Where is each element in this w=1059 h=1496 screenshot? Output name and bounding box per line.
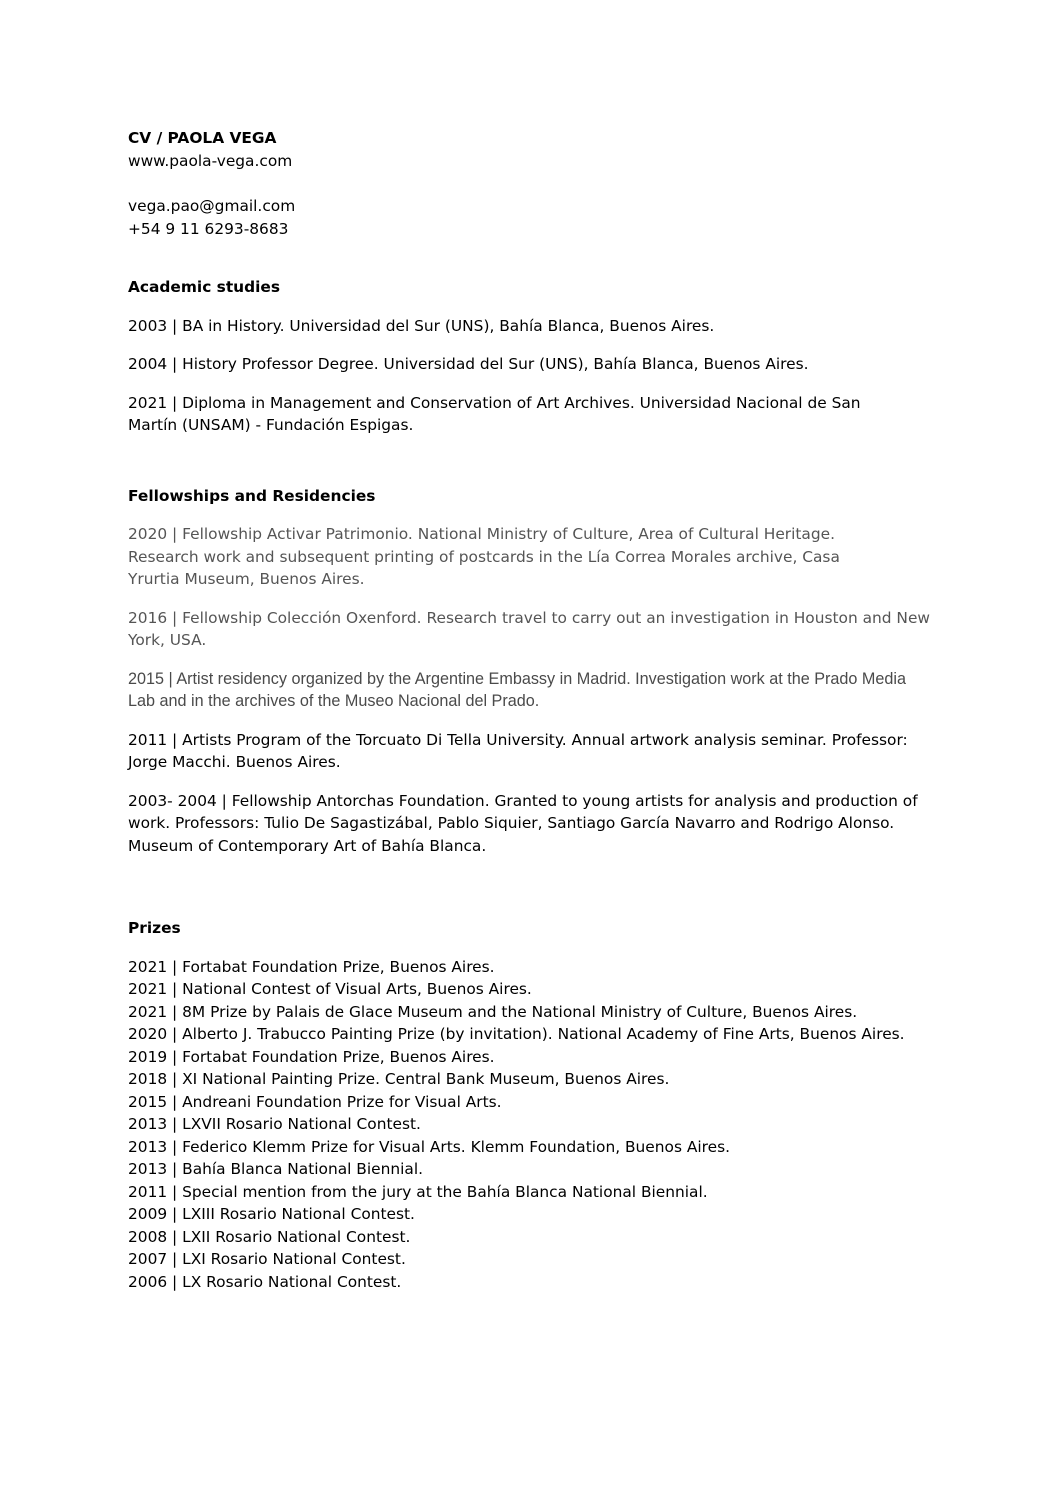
prize-item: 2019 | Fortabat Foundation Prize, Buenos Aires. <box>128 1047 495 1066</box>
prize-item: 2006 | LX Rosario National Contest. <box>128 1272 402 1291</box>
prizes-heading: Prizes <box>128 919 181 937</box>
fellowship-item: 2011 | Artists Program of the Torcuato Di Tella University. Annual artwork analysis seminar. Professor: Jorge Macchi. Buenos Aires. <box>128 730 908 771</box>
prizes-list <box>128 956 948 1294</box>
prize-item: 2020 | Alberto J. Trabucco Painting Prize (by invitation). National Academy of Fine Arts, Buenos Aires. <box>128 1025 905 1043</box>
prize-item: 2013 | LXVII Rosario National Contest. <box>128 1115 421 1133</box>
prize-item: 2021 | National Contest of Visual Arts, Buenos Aires. <box>128 980 532 998</box>
prize-item: 2018 | XI National Painting Prize. Central Bank Museum, Buenos Aires. <box>128 1070 670 1088</box>
prize-item: 2015 | Andreani Foundation Prize for Visual Arts. <box>128 1092 502 1111</box>
cv-title: CV / PAOLA VEGA <box>128 129 277 147</box>
prize-item: 2013 | Bahía Blanca National Biennial. <box>128 1160 423 1178</box>
prize-item: 2007 | LXI Rosario National Contest. <box>128 1250 406 1268</box>
academic-heading: Academic studies <box>128 278 281 296</box>
prize-item: 2021 | Fortabat Foundation Prize, Buenos Aires. <box>128 957 495 976</box>
cv-document <box>128 127 948 1293</box>
prize-item: 2009 | LXIII Rosario National Contest. <box>128 1205 415 1223</box>
academic-item: 2021 | Diploma in Management and Conservation of Art Archives. Universidad Nacional de San Martín (UNSAM) - Fundación Espigas. <box>128 393 861 434</box>
academic-item: 2004 | History Professor Degree. Universidad del Sur (UNS), Bahía Blanca, Buenos Aires. <box>128 355 809 373</box>
prize-item: 2013 | Federico Klemm Prize for Visual Arts. Klemm Foundation, Buenos Aires. <box>128 1137 731 1156</box>
fellowship-item: 2015 | Artist residency organized by the Argentine Embassy in Madrid. Investigation work at the Prado Media Lab and in the archives of the Museo Nacional del Prado. <box>128 669 907 710</box>
academic-item: 2003 | BA in History. Universidad del Sur (UNS), Bahía Blanca, Buenos Aires. <box>128 316 715 335</box>
prize-item: 2011 | Special mention from the jury at the Bahía Blanca National Biennial. <box>128 1182 708 1201</box>
phone-number: +54 9 11 6293-8683 <box>128 219 289 238</box>
fellowships-heading: Fellowships and Residencies <box>128 486 376 505</box>
email-link[interactable]: vega.pao@gmail.com <box>128 197 296 215</box>
fellowship-item: 2016 | Fellowship Colección Oxenford. Research travel to carry out an investigation in Houston and New York, USA. <box>128 608 931 649</box>
website-link[interactable]: www.paola-vega.com <box>128 151 293 170</box>
prize-item: 2008 | LXII Rosario National Contest. <box>128 1227 411 1246</box>
fellowship-item: 2003- 2004 | Fellowship Antorchas Foundation. Granted to young artists for analysis and production of work. Professors: Tulio De Sagastizábal, Pablo Siquier, Santiago García Navarro and Rodrigo Alonso. Museum of Contemporary Art of Bahía Blanca. <box>128 791 918 855</box>
fellowship-item: 2020 | Fellowship Activar Patrimonio. National Ministry of Culture, Area of Cultural Heritage. Research work and subsequent printing of postcards in the Lía Correa Morales archive, Casa Yrurtia Museum, Buenos Aires. <box>128 525 840 588</box>
prize-item: 2021 | 8M Prize by Palais de Glace Museum and the National Ministry of Culture, Buenos Aires. <box>128 1002 858 1021</box>
